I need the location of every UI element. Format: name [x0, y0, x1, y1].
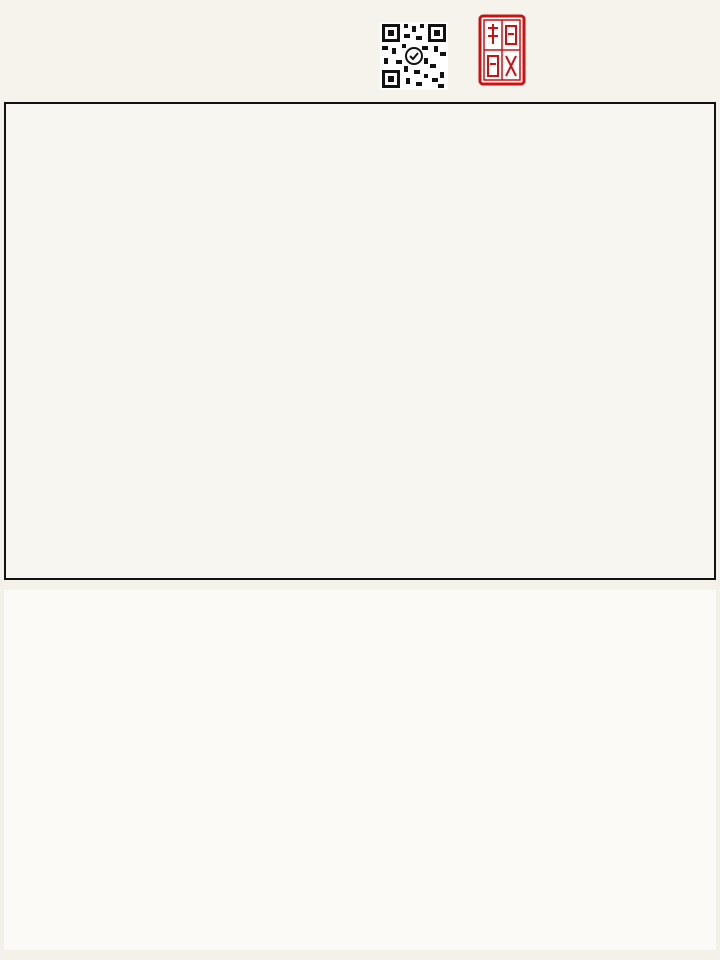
chart-board: [4, 102, 716, 580]
seal-stamp-icon: [478, 14, 526, 86]
qr-code-icon[interactable]: [380, 22, 448, 90]
header: [0, 0, 720, 100]
annual-pillars-table: [4, 590, 716, 950]
